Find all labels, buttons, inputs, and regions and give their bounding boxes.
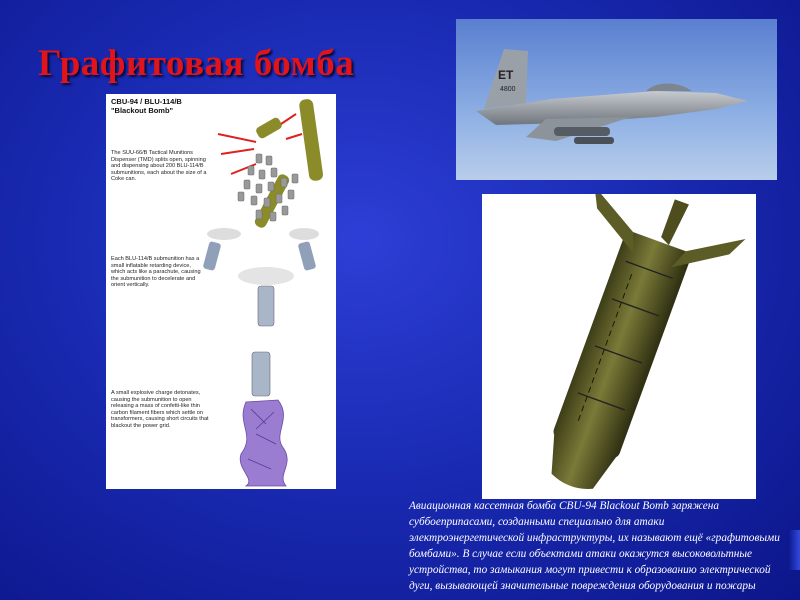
bomb-illustration bbox=[482, 194, 756, 499]
diagram-heading-line1: CBU-94 / BLU-114/B bbox=[111, 97, 182, 106]
underwing-store bbox=[574, 137, 614, 144]
jet-illustration bbox=[456, 19, 777, 180]
tail-fin-top bbox=[659, 199, 688, 246]
diagram-step3-text: A small explosive charge detonates, causing the submunition to open releasing a mass of confetti-like thin carbon filament fibers which settle on transformers, causing short circuits that blackout the power grid. bbox=[111, 390, 209, 429]
parachute-submunitions bbox=[203, 228, 319, 326]
fiber-release-illustration bbox=[240, 352, 287, 486]
blackout-bomb-diagram bbox=[106, 94, 336, 489]
diagram-illustration bbox=[106, 94, 336, 489]
tail-code: ET bbox=[498, 68, 514, 82]
slide-title: Графитовая бомба bbox=[38, 43, 355, 84]
bomb-body bbox=[551, 230, 692, 461]
canopy bbox=[646, 84, 692, 92]
f16-jet-photo bbox=[456, 19, 777, 180]
tail-serial: 4800 bbox=[500, 86, 516, 93]
slide-caption: Авиационная кассетная бомба CBU-94 Blackout Bomb заряжена суббоеприпасами, созданными специально для атаки электроэнергетической инфраструктуры, их называют ещё «графитовыми бомбами». В случае если объектами атаки окажутся высоковольтные устройства, то замыкания могут привести к образованию электрической дуги, вызывающей значительные повреждения оборудования и пожары bbox=[409, 500, 780, 592]
cbu-94-bomb-photo bbox=[482, 194, 756, 499]
diagram-step1-text: The SUU-66/B Tactical Munitions Dispenser (TMD) splits open, spinning and dispensing about 200 BLU-114/B submunitions, each about the size of a Coke can. bbox=[111, 150, 207, 182]
diagram-step2-text: Each BLU-114/B submunition has a small inflatable retarding device, which acts like a parachute, causing the submunition to decelerate and orient vertically. bbox=[111, 256, 201, 288]
side-decoration bbox=[788, 530, 800, 570]
diagram-heading-line2: "Blackout Bomb" bbox=[111, 106, 174, 115]
underwing-store bbox=[554, 127, 610, 136]
